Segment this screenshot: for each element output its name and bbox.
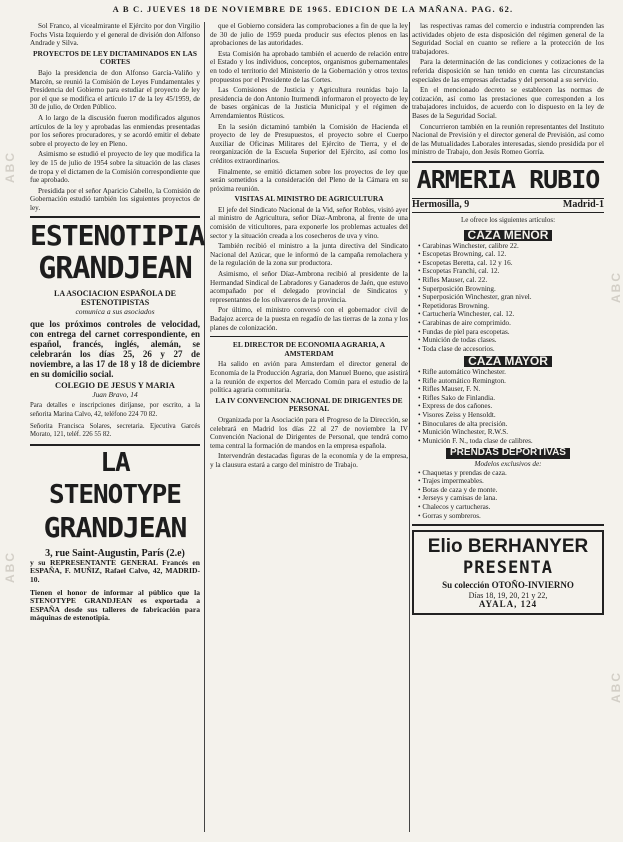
ad-address: Juan Bravo, 14 bbox=[92, 389, 138, 399]
article-heading: VISITAS AL MINISTRO DE AGRICULTURA bbox=[234, 194, 384, 204]
caza-mayor-list bbox=[412, 368, 604, 445]
prendas-intro: Modelos exclusivos de: bbox=[474, 459, 542, 468]
ad-address-row bbox=[412, 198, 604, 213]
ad-title: LA bbox=[100, 447, 130, 478]
caza-menor-list bbox=[412, 242, 604, 354]
column-rule-right bbox=[409, 22, 410, 832]
caza-mayor-item: • Munición F. N., toda clase de calibres. bbox=[418, 437, 604, 446]
article-paragraph: Asimismo, el señor Díaz-Ambrona recibió al presidente de la Hermandad Sindical de Labradores y Ganaderos de Jaén, que estuvo acompañado por el delegado provincial de Sindicatos y representantes de los olivareros de la provincia. bbox=[210, 270, 408, 304]
caza-menor-item: • Escopetas Franchi, cal. 12. bbox=[418, 267, 604, 276]
watermark: ABC bbox=[609, 271, 623, 303]
column-rule-left bbox=[204, 22, 205, 832]
ad-address: 3, rue Saint-Augustin, París (2.e) bbox=[45, 547, 185, 559]
caza-mayor-item: • Rifle automático Remington. bbox=[418, 377, 604, 386]
caza-mayor-item: • Rifles Mauser, F. N. bbox=[418, 385, 604, 394]
prendas-item: • Chaquetas y prendas de caza. bbox=[418, 469, 604, 478]
ad-contact: Señorita Francisca Solares, secretaria. Ejecutiva Garcés Morato, 121, teléf. 226 55 82. bbox=[30, 422, 200, 439]
caza-mayor-item: • Munición Winchester, R.W.S. bbox=[418, 428, 604, 437]
ad-stenotype bbox=[30, 447, 200, 623]
article-paragraph: El jefe del Sindicato Nacional de la Vid, señor Robles, visitó ayer al ministro de Agricultura, señor Díaz-Ambrona, al frente de una comisión de viticultores, para exponerle los problemas actuales del sector y la situación creada a los cosecheros de uva y vino. bbox=[210, 205, 408, 240]
article-paragraph: Concurrieron también en la reunión representantes del Instituto Nacional de Previsión y el director general de Previsión, así como de las Mutualidades Laborales interesadas, siendo presidida por el ministro de Trabajo, don Jesús Romeo Gorría. bbox=[412, 122, 604, 157]
article-heading: LA IV CONVENCION NACIONAL DE DIRIGENTES DE PERSONAL bbox=[215, 395, 403, 414]
ad-address: AYALA, 124 bbox=[478, 599, 538, 610]
article-paragraph: las respectivas ramas del comercio e industria comprenden las actividades objeto de esta disposición del régimen general de la Seguridad Social en cuanto se refiere a la protección de los trabajadores. bbox=[412, 22, 604, 56]
page-header: A B C. JUEVES 18 DE NOVIEMBRE DE 1965. EDICION DE LA MAÑANA. PAG. 62. bbox=[112, 4, 514, 14]
article-paragraph: En el mencionado decreto se establecen las normas de cotización, así como las prestaciones que corresponden a los trabajadores incluidos, de acuerdo con lo dispuesto en la ley de Bases de la Seguridad Social. bbox=[412, 86, 604, 120]
caza-menor-item: • Munición de todas clases. bbox=[418, 336, 604, 345]
column-right bbox=[412, 22, 604, 834]
caza-menor-item: • Escopetas Browning, cal. 12. bbox=[418, 250, 604, 259]
column-middle bbox=[210, 22, 408, 834]
watermark: ABC bbox=[609, 671, 623, 703]
watermark: ABC bbox=[3, 151, 17, 183]
article-paragraph: También recibió el ministro a la junta directiva del Sindicato Nacional del Azúcar, que le informó de la campaña remolachera y de la regulación de la zona sur productora. bbox=[210, 242, 408, 268]
ad-body: Tienen el honor de informar al público que la STENOTYPE GRANDJEAN es exportada a ESPAÑA desde sus talleres de fabricación para máquinas de estenotipia. bbox=[30, 587, 200, 623]
prendas-item: • Botas de caza y de monte. bbox=[418, 486, 604, 495]
divider bbox=[412, 524, 604, 526]
article-paragraph: Esta Comisión ha aprobado también el acuerdo de relación entre el Estado y los individuos, conceptos, organismos gubernamentales en todo el territorio del Ministerio de la Gobernación y otros textos propuestos por el Presidente de las Cortes. bbox=[210, 49, 408, 84]
ad-subtitle: PRESENTA bbox=[463, 558, 553, 579]
caza-mayor-item: • Rifles Sako de Finlandia. bbox=[418, 394, 604, 403]
ad-subtitle: comunica a sus asociados bbox=[75, 306, 155, 316]
ad-title: GRANDJEAN bbox=[43, 510, 187, 544]
ad-address: Hermosilla, 9 bbox=[412, 198, 470, 210]
article-paragraph: que el Gobierno considera las comprobaciones a fin de que la ley de 30 de julio de 1959 pueda producir sus efectos plenos en las aprobaciones de las autoridades. bbox=[210, 22, 408, 48]
caza-menor-item: • Toda clase de accesorios. bbox=[418, 345, 604, 354]
caza-mayor-item: • Express de dos cañones. bbox=[418, 402, 604, 411]
caza-menor-item: • Carabinas Winchester, calibre 22. bbox=[418, 242, 604, 251]
caza-mayor-item: • Rifle automático Winchester. bbox=[418, 368, 604, 377]
article-paragraph: En la sesión dictaminó también la Comisión de Hacienda el proyecto de ley de Presupuestos, el proyecto sobre el Cuerpo Auxiliar de Oficinas Militares del Ejército de Tierra, y el de reorganización de la Escuela Superior del Ejército, así como los créditos extraordinarios. bbox=[210, 122, 408, 165]
ad-body: que los próximos controles de velocidad, con entrega del carnet correspondiente, en español, francés, inglés, alemán, se celebrarán los días 25, 26 y 27 de noviembre, a las 17 de 18 y 18 de diciembre en su domicilio social. bbox=[30, 319, 200, 380]
ad-org: LA ASOCIACION ESPAÑOLA DE ESTENOTIPISTAS bbox=[54, 289, 176, 308]
caza-menor-item: • Cartuchería Winchester, cal. 12. bbox=[418, 310, 604, 319]
divider bbox=[210, 336, 408, 337]
article-paragraph: A lo largo de la discusión fueron modificados algunos artículos de la ley y aprobadas las enmiendas presentadas por los señores procuradores, y se acordó emitir el debate sobre el proyecto de ley en Pleno. bbox=[30, 113, 200, 148]
article-heading: PROYECTOS DE LEY DICTAMINADOS EN LAS CORTES bbox=[33, 48, 197, 67]
section-prendas: PRENDAS DEPORTIVAS bbox=[446, 448, 570, 459]
prendas-item: • Chalecos y cartucheras. bbox=[418, 503, 604, 512]
section-caza-menor: CAZA MENOR bbox=[464, 230, 553, 241]
prendas-item: • Gorras y sombreros. bbox=[418, 512, 604, 521]
article-paragraph: Presidida por el señor Aparicio Cabello, la Comisión de Gobernación estudió también los siguientes proyectos de ley. bbox=[30, 186, 200, 212]
article-paragraph: Para la determinación de las condiciones y cotizaciones de la referida disposición se han tenido en cuenta las circunstancias especiales de las empresas afectadas y del personal a su servicio. bbox=[412, 58, 604, 84]
column-left bbox=[30, 22, 205, 834]
ad-intro: Le ofrece los siguientes artículos: bbox=[460, 215, 556, 224]
article-paragraph: Sol Franco, al vicealmirante el Ejército por don Virgilio Fochs Vista Izquierdo y el general de división don Alfonso Andrade y Silva. bbox=[30, 22, 200, 48]
ad-title: ARMERIA RUBIO bbox=[416, 164, 600, 194]
caza-menor-item: • Rifles Mauser, cal. 22. bbox=[418, 276, 604, 285]
ad-collection: Su colección OTOÑO-INVIERNO bbox=[442, 580, 574, 591]
caza-menor-item: • Fundas de piel para escopetas. bbox=[418, 328, 604, 337]
divider bbox=[30, 444, 200, 446]
watermark: ABC bbox=[3, 551, 17, 583]
article-paragraph: Asimismo se estudió el proyecto de ley que modifica la ley de 15 de julio de 1954 sobre la situación de las clases de tropa y el dictamen de la Comisión correspondiente que fue aprobado. bbox=[30, 150, 200, 185]
prendas-list bbox=[412, 469, 604, 521]
ad-city: Madrid-1 bbox=[562, 198, 604, 210]
caza-mayor-item: • Binoculares de alta precisión. bbox=[418, 420, 604, 429]
article-heading: EL DIRECTOR DE ECONOMIA AGRARIA, A AMSTERDAM bbox=[232, 340, 386, 358]
article-paragraph: Organizada por la Asociación para el Progreso de la Dirección, se celebrará en Madrid los días 22 al 27 de noviembre la IV Convención Nacional de Dirigentes de Personal, que tendrá como tema central la formación de mandos en la empresa española. bbox=[210, 415, 408, 450]
ad-title: ESTENOTIPIA bbox=[30, 219, 205, 253]
article-paragraph: Por último, el ministro conversó con el gobernador civil de Badajoz acerca de la puesta en regadío de las tierras de la zona y los planes de colonización. bbox=[210, 306, 408, 332]
article-paragraph: Las Comisiones de Justicia y Agricultura reunidas bajo la presidencia de don Antonio Iturmendi informaron el proyecto de ley de bases orgánicas de la Justicia Municipal y el régimen de Arrendamientos Rústicos. bbox=[210, 86, 408, 120]
ad-estenotipia bbox=[30, 219, 205, 439]
caza-menor-item: • Repetidoras Browning. bbox=[418, 302, 604, 311]
caza-menor-item: • Superposición Winchester, gran nivel. bbox=[418, 293, 604, 302]
ad-title: Elio BERHANYER bbox=[427, 536, 589, 558]
caza-menor-item: • Escopetas Beretta, cal. 12 y 16. bbox=[418, 259, 604, 268]
divider bbox=[412, 161, 604, 163]
section-caza-mayor: CAZA MAYOR bbox=[464, 356, 552, 367]
ad-dates: Días 18, 19, 20, 21 y 22, bbox=[468, 590, 548, 600]
article-paragraph: Intervendrán destacadas figuras de la economía y de la empresa, y la clausura estará a cargo del ministro de Trabajo. bbox=[210, 452, 408, 469]
ad-venue: COLEGIO DE JESUS Y MARIA bbox=[55, 381, 175, 391]
article-paragraph: Ha salido en avión para Amsterdam el director general de Economía de la Producción Agraria, don Manuel Bueno, que asistirá a la reunión de expertos del Mercado Común para el estudio de la política agraria comunitaria. bbox=[210, 360, 408, 395]
prendas-item: • Jerseys y camisas de lana. bbox=[418, 494, 604, 503]
caza-menor-item: • Carabinas de aire comprimido. bbox=[418, 319, 604, 328]
caza-mayor-item: • Visores Zeiss y Hensoldt. bbox=[418, 411, 604, 420]
caza-menor-item: • Superposición Browning. bbox=[418, 285, 604, 294]
ad-body: y su REPRESENTANTE GENERAL Francés en ESPAÑA, F. MUÑIZ, Rafael Calvo, 42, MADRID-10. bbox=[30, 557, 200, 584]
ad-armeria bbox=[412, 164, 604, 520]
article-paragraph: Finalmente, se emitió dictamen sobre los proyectos de ley que serán sometidos a la consideración del Pleno de la Cámara en su próxima reunión. bbox=[210, 167, 408, 193]
ad-title: GRANDJEAN bbox=[38, 251, 192, 287]
ad-contact: Para detalles e inscripciones diríjanse, por escrito, a la señorita Marina Calvo, 42, teléfono 224 70 82. bbox=[30, 402, 200, 419]
article-paragraph: Bajo la presidencia de don Alfonso García-Valiño y Marcén, se reunió la Comisión de Leyes Fundamentales y Presidencia del Gobierno para estudiar el proyecto de ley por el que se modifica el artículo 17 de la ley 45/1959, de 30 de julio, de Orden Público. bbox=[30, 68, 200, 112]
ad-berhanyer bbox=[412, 530, 604, 615]
divider bbox=[30, 216, 200, 218]
ad-title: STENOTYPE bbox=[49, 479, 181, 510]
prendas-item: • Trajes impermeables. bbox=[418, 477, 604, 486]
